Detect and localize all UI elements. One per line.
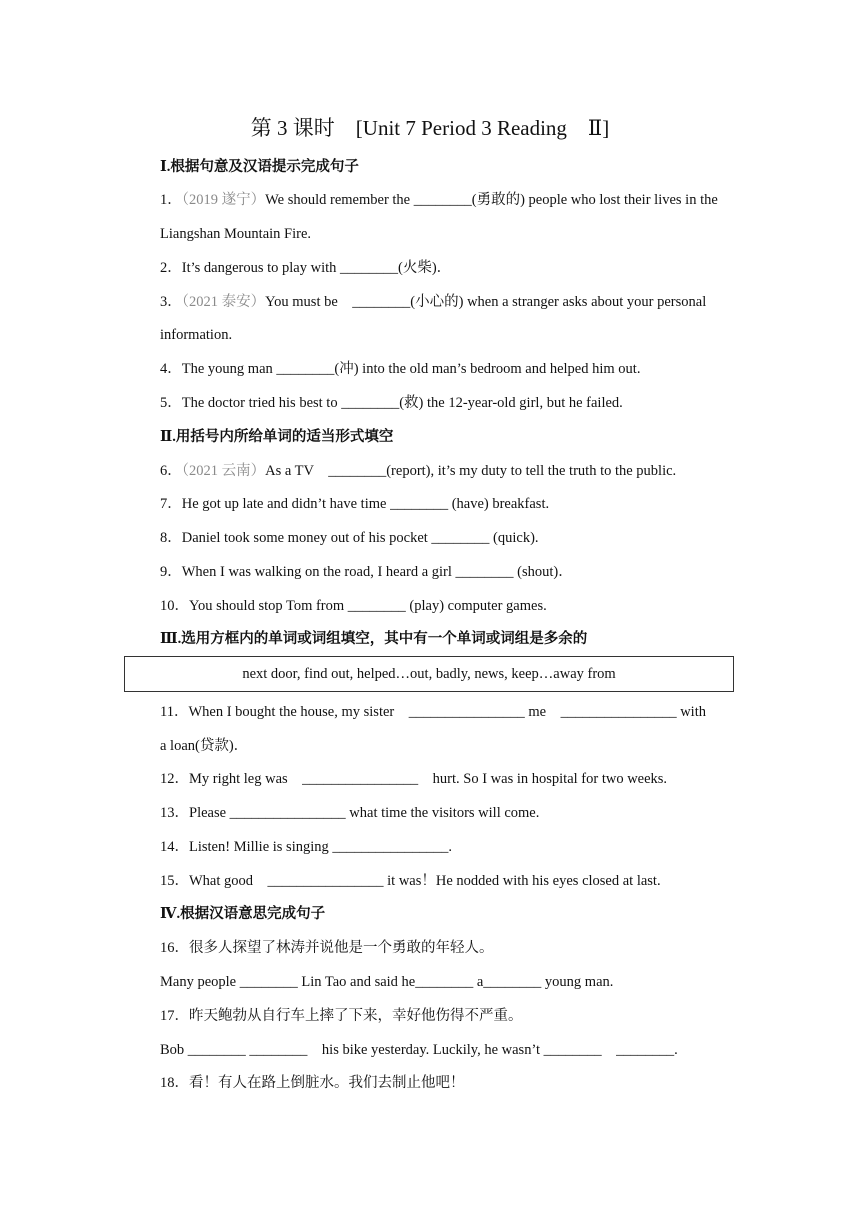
question-number: 3． xyxy=(160,294,182,310)
question-12: 12．My right leg was ________________ hurt. So I was in hospital for two weeks. xyxy=(160,771,668,787)
question-16-english: Many people ________ Lin Tao and said he________ a________ young man. xyxy=(160,974,614,990)
question-text: As a TV ________(report), it’s my duty to tell the truth to the public. xyxy=(265,463,677,479)
section-heading-2: Ⅱ.用括号内所给单词的适当形式填空 xyxy=(160,429,394,445)
question-13: 13．Please ________________ what time the visitors will come. xyxy=(160,805,540,821)
question-number: 1． xyxy=(160,192,182,208)
question-6 xyxy=(160,461,676,481)
question-17-chinese: 17．昨天鲍勃从自行车上摔了下来，幸好他伤得不严重。 xyxy=(160,1008,523,1024)
section-heading-3: Ⅲ.选用方框内的单词或词组填空，其中有一个单词或词组是多余的 xyxy=(160,631,588,647)
question-5: 5．The doctor tried his best to ________(救) the 12-year-old girl, but he failed. xyxy=(160,395,623,411)
question-18-chinese: 18．看！有人在路上倒脏水。我们去制止他吧！ xyxy=(160,1075,465,1091)
question-14: 14．Listen! Millie is singing ________________. xyxy=(160,839,453,855)
question-4: 4．The young man ________(冲) into the old man’s bedroom and helped him out. xyxy=(160,361,641,377)
question-11-continued: a loan(贷款)． xyxy=(160,738,249,754)
word-bank-box: next door, find out, helped…out, badly, news, keep…away from xyxy=(124,656,734,692)
question-2: 2．It’s dangerous to play with ________(火柴)． xyxy=(160,260,452,276)
question-1-continued: Liangshan Mountain Fire. xyxy=(160,226,312,242)
question-7: 7．He got up late and didn’t have time ________ (have) breakfast. xyxy=(160,496,550,512)
question-8: 8．Daniel took some money out of his pocket ________ (quick). xyxy=(160,530,539,546)
question-11: 11．When I bought the house, my sister ________________ me ________________ with xyxy=(160,704,706,720)
question-text: You must be ________(小心的) when a stranger asks about your personal xyxy=(265,294,707,310)
page-title: 第 3 课时 [Unit 7 Period 3 Reading Ⅱ] xyxy=(250,116,610,140)
question-source: （2021 云南） xyxy=(181,463,266,479)
question-17-english: Bob ________ ________ his bike yesterday. Luckily, he wasn’t ________ ________. xyxy=(160,1042,678,1058)
question-3-continued: information. xyxy=(160,327,233,343)
section-heading-1: Ⅰ.根据句意及汉语提示完成句子 xyxy=(160,159,359,175)
question-16-chinese: 16．很多人探望了林涛并说他是一个勇敢的年轻人。 xyxy=(160,940,494,956)
question-source: （2021 泰安） xyxy=(181,294,266,310)
question-text: We should remember the ________(勇敢的) people who lost their lives in the xyxy=(265,192,718,208)
section-heading-4: Ⅳ.根据汉语意思完成句子 xyxy=(160,906,326,922)
question-1 xyxy=(160,190,718,210)
question-3 xyxy=(160,292,706,312)
question-9: 9．When I was walking on the road, I heard a girl ________ (shout)． xyxy=(160,564,573,580)
question-10: 10．You should stop Tom from ________ (play) computer games. xyxy=(160,598,547,614)
question-source: （2019 遂宁） xyxy=(181,192,266,208)
question-number: 6． xyxy=(160,463,182,479)
question-15: 15．What good ________________ it was！He nodded with his eyes closed at last. xyxy=(160,873,661,889)
